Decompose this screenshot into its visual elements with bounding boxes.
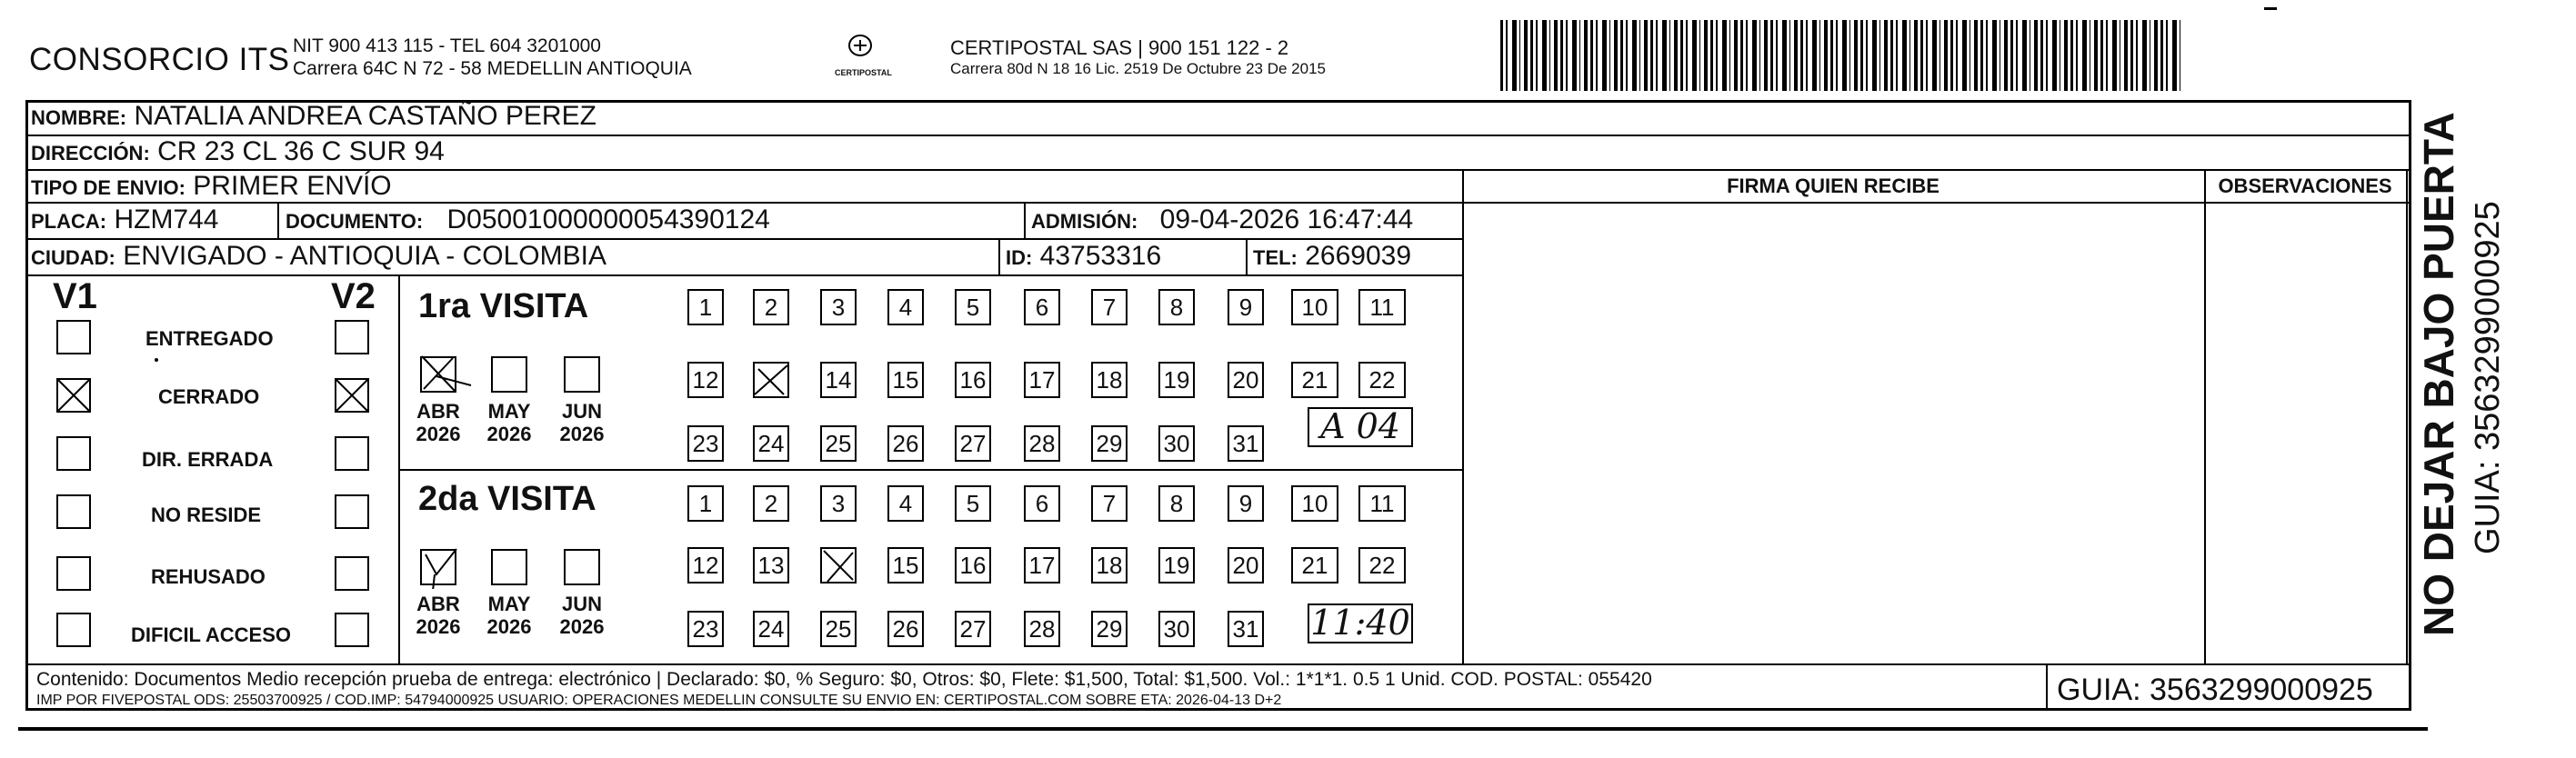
tel-row [1253,241,1411,272]
second-month-abr: ABR 2026 [416,593,461,638]
documento-value: D0500100000005439012​4 [446,204,770,234]
logo-icon [842,33,878,64]
second-visit-day-29[interactable]: 29 [1091,611,1128,647]
first-visit-day-4[interactable]: 4 [887,289,924,325]
cross-mark-icon [820,547,857,583]
second-month-may: MAY 2026 [486,593,532,638]
first-visit-day-3[interactable]: 3 [820,289,857,325]
first-visit-day-24[interactable]: 24 [753,425,789,462]
second-visit-day-30[interactable]: 30 [1158,611,1195,647]
first-month-abr-box[interactable] [420,356,456,393]
second-visit-day-1[interactable]: 1 [687,485,724,522]
firma-header: FIRMA QUIEN RECIBE [1727,175,1940,197]
v1-checkbox-entregado[interactable] [56,320,91,354]
first-visit-day-11[interactable]: 11 [1358,289,1406,325]
v2-checkbox-no-reside[interactable] [335,494,369,529]
second-visit-day-20[interactable]: 20 [1228,547,1264,583]
first-visit-day-2[interactable]: 2 [753,289,789,325]
first-visit-day-12[interactable]: 12 [687,362,724,398]
second-visit-day-19[interactable]: 19 [1158,547,1195,583]
first-visit-day-25[interactable]: 25 [820,425,857,462]
direccion-row [31,136,445,167]
second-visit-day-16[interactable]: 16 [955,547,991,583]
placa-value: HZM744 [114,204,219,234]
second-visit-day-23[interactable]: 23 [687,611,724,647]
dot [155,358,158,362]
company-info [293,35,692,80]
second-visit-day-5[interactable]: 5 [955,485,991,522]
status-dir-errada: DIR. ERRADA [142,448,274,471]
footer-guia: GUIA: 3563299000925 [2057,673,2373,707]
first-visit-handwritten-time: A 04 [1308,407,1413,447]
second-visit-day-13[interactable]: 13 [753,547,789,583]
v1-checkbox-no-reside[interactable] [56,494,91,529]
second-visit-title: 2da VISITA [418,480,596,518]
second-month-may-box[interactable] [491,549,527,585]
status-cerrado: CERRADO [158,385,260,408]
first-visit-day-6[interactable]: 6 [1024,289,1060,325]
first-visit-title: 1ra VISITA [418,287,589,325]
mark [2264,7,2277,10]
first-visit-day-29[interactable]: 29 [1091,425,1128,462]
first-visit-day-31[interactable]: 31 [1228,425,1264,462]
second-visit-day-2[interactable]: 2 [753,485,789,522]
check-mark-icon [418,353,473,394]
first-visit-day-14[interactable]: 14 [820,362,857,398]
first-visit-day-7[interactable]: 7 [1091,289,1128,325]
carrier-info [950,36,1326,78]
first-visit-day-18[interactable]: 18 [1091,362,1128,398]
placa-label: PLACA: [31,210,107,233]
check-mark-icon [420,547,462,589]
company-nit: NIT 900 413 115 - TEL 604 3201000 [293,35,601,56]
second-visit-day-4[interactable]: 4 [887,485,924,522]
direccion-value: CR 23 CL 36 C SUR 94 [157,136,445,166]
ciudad-value: ENVIGADO - ANTIOQUIA - COLOMBIA [123,241,606,271]
nombre-row [31,101,596,132]
second-visit-day-18[interactable]: 18 [1091,547,1128,583]
first-visit-day-30[interactable]: 30 [1158,425,1195,462]
ciudad-row [31,241,606,272]
second-visit-day-11[interactable]: 11 [1358,485,1406,522]
footer-line1: Contenido: Documentos Medio recepción prueba de entrega: electrónico | Declarado: $0, % Seguro: $0, Otros: $0, Flete: $1,500, Total: $1,500. Vol.: 1*1*1. 0.5 1 Unid. COD. POSTAL: 055420 [36,669,1652,690]
second-month-jun-box[interactable] [564,549,600,585]
status-rehusado: REHUSADO [151,565,266,588]
second-visit-day-31[interactable]: 31 [1228,611,1264,647]
carrier-name: CERTIPOSTAL SAS | 900 151 122 - 2 [950,36,1289,59]
logo-text: CERTIPOSTAL [835,68,892,77]
carrier-address: Carrera 80d N 18 16 Lic. 2519 De Octubre 23 De 2015 [950,60,1326,77]
second-visit-day-14[interactable] [820,547,857,583]
second-month-abr-box[interactable] [420,549,456,585]
bottom-edge [18,727,2428,731]
admision-label: ADMISIÓN: [1031,210,1138,233]
side-warning: NO DEJAR BAJO PUERTA [2415,112,2462,636]
tipo-value: PRIMER ENVÍO [193,171,392,201]
first-month-jun: JUN 2026 [559,400,605,445]
v1-checkbox-cerrado[interactable] [56,378,91,413]
second-visit-day-6[interactable]: 6 [1024,485,1060,522]
first-visit-day-17[interactable]: 17 [1024,362,1060,398]
v1-checkbox-dificil-acceso[interactable] [56,613,91,647]
placa-row [31,204,219,235]
second-visit-day-8[interactable]: 8 [1158,485,1195,522]
admision-row [1031,204,1413,235]
v1-header: V1 [53,276,97,316]
cross-mark-icon [753,362,789,398]
v2-checkbox-rehusado[interactable] [335,556,369,591]
first-visit-day-21[interactable]: 21 [1291,362,1338,398]
second-visit-day-28[interactable]: 28 [1024,611,1060,647]
v1-checkbox-rehusado[interactable] [56,556,91,591]
tel-value: 2669039 [1305,241,1412,271]
second-visit-handwritten-time: 11:40 [1308,603,1413,643]
first-visit-day-22[interactable]: 22 [1358,362,1406,398]
certipostal-logo [835,33,892,77]
side-guia: GUIA: 3563299000925 [2469,201,2507,554]
tipo-label: TIPO DE ENVIO: [31,176,185,199]
v2-checkbox-cerrado[interactable] [335,378,369,413]
first-month-abr: ABR 2026 [416,400,461,445]
first-visit-day-20[interactable]: 20 [1228,362,1264,398]
second-visit-day-21[interactable]: 21 [1291,547,1338,583]
first-visit-day-10[interactable]: 10 [1291,289,1338,325]
v2-checkbox-entregado[interactable] [335,320,369,354]
direccion-label: DIRECCIÓN: [31,142,150,165]
second-visit-day-12[interactable]: 12 [687,547,724,583]
second-visit-day-3[interactable]: 3 [820,485,857,522]
tipo-row [31,171,392,202]
v2-header: V2 [331,276,376,316]
observaciones-header: OBSERVACIONES [2218,175,2392,197]
company-address: Carrera 64C N 72 - 58 MEDELLIN ANTIOQUIA [293,58,692,79]
first-visit-day-26[interactable]: 26 [887,425,924,462]
barcode [1500,20,2182,91]
first-visit-day-5[interactable]: 5 [955,289,991,325]
second-visit-day-26[interactable]: 26 [887,611,924,647]
first-visit-day-16[interactable]: 16 [955,362,991,398]
second-month-jun: JUN 2026 [559,593,605,638]
company-name: CONSORCIO ITS [29,42,290,77]
first-month-may-box[interactable] [491,356,527,393]
documento-row [286,204,770,235]
status-no-reside: NO RESIDE [151,504,262,526]
second-visit-day-9[interactable]: 9 [1228,485,1264,522]
ciudad-label: CIUDAD: [31,246,115,269]
first-visit-day-13[interactable] [753,362,789,398]
second-visit-day-15[interactable]: 15 [887,547,924,583]
id-row [1006,241,1161,272]
admision-value: 09-04-2026 16:47:44 [1159,204,1414,234]
first-visit-day-1[interactable]: 1 [687,289,724,325]
id-label: ID: [1006,246,1033,269]
second-visit-day-10[interactable]: 10 [1291,485,1338,522]
footer-line2: IMP POR FIVEPOSTAL ODS: 25503700925 / COD.IMP: 54794000925 USUARIO: OPERACIONES MEDELLIN CONSULTE SU ENVIO EN: CERTIPOSTAL.COM SOBRE ETA: 2026-04-13 D+2 [36,693,1282,708]
second-visit-day-17[interactable]: 17 [1024,547,1060,583]
status-entregado: ENTREGADO [145,327,274,350]
first-visit-day-9[interactable]: 9 [1228,289,1264,325]
first-visit-day-28[interactable]: 28 [1024,425,1060,462]
first-visit-day-27[interactable]: 27 [955,425,991,462]
first-visit-day-23[interactable]: 23 [687,425,724,462]
second-visit-day-25[interactable]: 25 [820,611,857,647]
tel-label: TEL: [1253,246,1298,269]
documento-label: DOCUMENTO: [286,210,424,233]
first-visit-day-15[interactable]: 15 [887,362,924,398]
second-visit-day-22[interactable]: 22 [1358,547,1406,583]
first-month-jun-box[interactable] [564,356,600,393]
v2-checkbox-dir-errada[interactable] [335,436,369,471]
v1-checkbox-dir-errada[interactable] [56,436,91,471]
first-month-may: MAY 2026 [486,400,532,445]
second-visit-day-27[interactable]: 27 [955,611,991,647]
status-dificil-acceso: DIFICIL ACCESO [131,623,292,646]
nombre-label: NOMBRE: [31,106,127,129]
second-visit-day-7[interactable]: 7 [1091,485,1128,522]
first-visit-day-8[interactable]: 8 [1158,289,1195,325]
second-visit-day-24[interactable]: 24 [753,611,789,647]
v2-checkbox-dificil-acceso[interactable] [335,613,369,647]
first-visit-day-19[interactable]: 19 [1158,362,1195,398]
id-value: 43753316 [1039,241,1162,271]
nombre-value: NATALIA ANDREA CASTAÑO PEREZ [134,101,596,131]
